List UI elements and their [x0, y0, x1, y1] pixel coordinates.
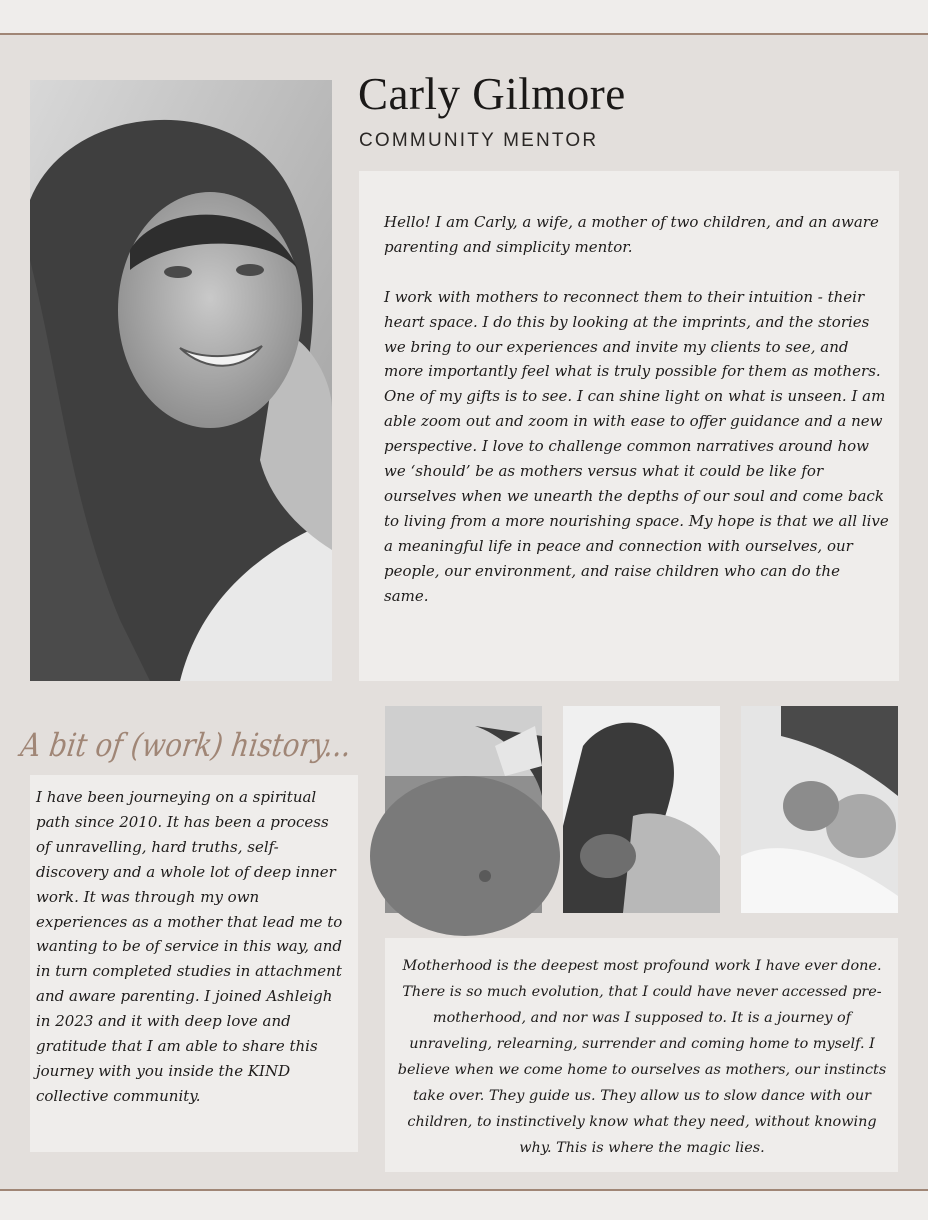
mother-kiss-photo	[563, 706, 720, 913]
role-subtitle: COMMUNITY MENTOR	[359, 130, 599, 151]
history-heading-text: A bit of (work) history...	[18, 726, 408, 764]
history-heading	[18, 710, 408, 774]
newborn-photo	[741, 706, 898, 913]
bottom-divider	[0, 1189, 928, 1191]
bio-paragraph-main: I work with mothers to reconnect them to their intuition - their heart space. I do this by looking at the imprints, and the stories we bring to our experiences and invite my clients to see, and more importantly feel what is truly possible for them as mothers. One of my gifts is to see. I can shine light on what is unseen. I am able zoom out and zoom in with ease to offer guidance and a new perspective. I love to challenge common narratives around how we ‘should’ be as mothers versus what it could be like for ourselves when we unearth the depths of our soul and come back to living from a more nourishing space. My hope is that we all live a meaningful life in peace and connection with ourselves, our people, our environment, and raise children who can do the same.	[384, 287, 889, 605]
bio-paragraph-intro: Hello! I am Carly, a wife, a mother of two children, and an aware parenting and simplicity mentor.	[384, 213, 879, 256]
history-text: I have been journeying on a spiritual path since 2010. It has been a process of unravelling, hard truths, self-discovery and a whole lot of deep inner work. It was through my own experiences as a mother that lead me to wanting to be of service in this way, and in turn completed studies in attachment and aware parenting. I joined Ashleigh in 2023 and it with deep love and gratitude that I am able to share this journey with you inside the KIND collective community.	[36, 788, 343, 1105]
motherhood-quote: Motherhood is the deepest most profound work I have ever done. There is so much evolution, that I could have never accessed pre-motherhood, and nor was I supposed to. It is a journey of unraveling, relearning, surrender and coming home to myself. I believe when we come home to ourselves as mothers, our instincts take over. They guide us. They allow us to slow dance with our children, to instinctively know what they need, without knowing why. This is where the magic lies.	[397, 958, 887, 1156]
pregnancy-photo	[385, 706, 542, 913]
bio-text	[384, 210, 889, 608]
portrait-photo	[30, 80, 332, 681]
page-title: Carly Gilmore	[358, 69, 626, 119]
